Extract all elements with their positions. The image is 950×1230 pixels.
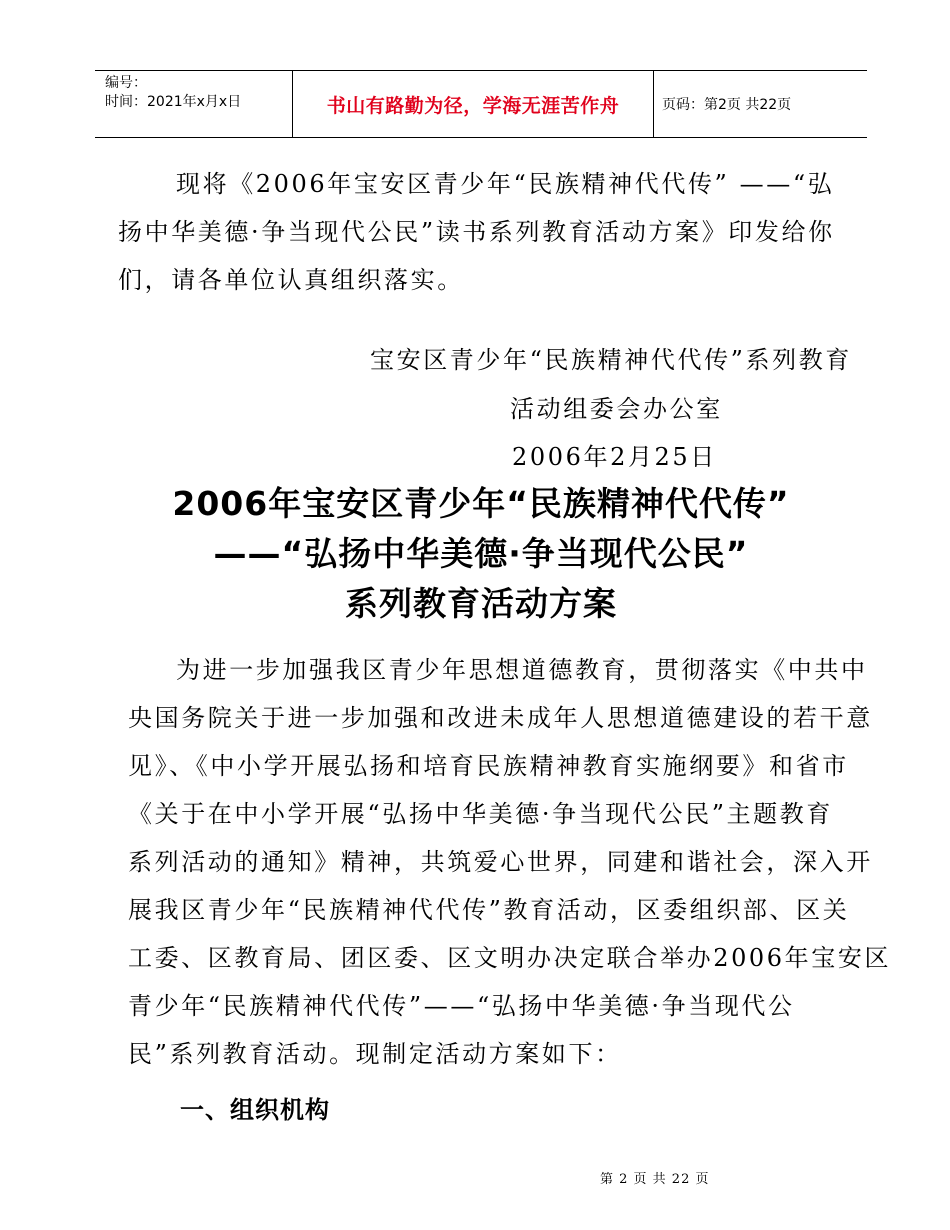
doc-title-line3: 系列教育活动方案 bbox=[345, 584, 617, 623]
signature-org-line2: 活动组委会办公室 bbox=[510, 395, 723, 423]
body-line: 工委、区教育局、团区委、区文明办决定联合举办2006年宝安区 bbox=[128, 944, 892, 972]
body-line: 为进一步加强我区青少年思想道德教育，贯彻落实《中共中 bbox=[176, 656, 868, 684]
intro-line: 现将《2006年宝安区青少年“民族精神代代传” ——“弘 bbox=[176, 170, 835, 198]
doc-title-line2: ——“弘扬中华美德·争当现代公民” bbox=[213, 534, 749, 573]
header-table bbox=[95, 70, 867, 138]
doc-title-line1: 2006年宝安区青少年“民族精神代代传” bbox=[172, 484, 790, 523]
body-line: 见》、《中小学开展弘扬和培育民族精神教育实施纲要》和省市 bbox=[128, 752, 849, 780]
page-footer: 第 2 页 共 22 页 bbox=[600, 1172, 710, 1187]
intro-paragraph bbox=[118, 160, 838, 304]
intro-line: 们，请各单位认真组织落实。 bbox=[118, 266, 464, 294]
body-line: 《关于在中小学开展“弘扬中华美德·争当现代公民”主题教育 bbox=[128, 800, 833, 828]
header-meta-cell bbox=[95, 71, 292, 137]
section-heading: 一、组织机构 bbox=[180, 1096, 330, 1124]
intro-line: 扬中华美德·争当现代公民”读书系列教育活动方案》印发给你 bbox=[118, 218, 835, 246]
date-line: 时间：2021年x月x日 bbox=[105, 94, 242, 110]
body-paragraph bbox=[128, 646, 892, 1078]
body-line: 系列活动的通知》精神，共筑爱心世界，同建和谐社会，深入开 bbox=[128, 848, 873, 876]
header-page-code: 页码：第2页 共22页 bbox=[662, 97, 792, 113]
serial-label: 编号： bbox=[105, 75, 147, 91]
body-line: 展我区青少年“民族精神代代传”教育活动，区委组织部、区关 bbox=[128, 896, 850, 924]
header-motto: 书山有路勤为径，学海无涯苦作舟 bbox=[292, 71, 654, 137]
body-line: 民”系列教育活动。现制定活动方案如下： bbox=[128, 1040, 622, 1068]
body-line: 央国务院关于进一步加强和改进未成年人思想道德建设的若干意 bbox=[128, 704, 873, 732]
signature-date: 2006年2月25日 bbox=[512, 443, 717, 471]
body-line: 青少年“民族精神代代传”——“弘扬中华美德·争当现代公 bbox=[128, 992, 795, 1020]
signature-org-line1: 宝安区青少年“民族精神代代传”系列教育 bbox=[370, 346, 852, 374]
